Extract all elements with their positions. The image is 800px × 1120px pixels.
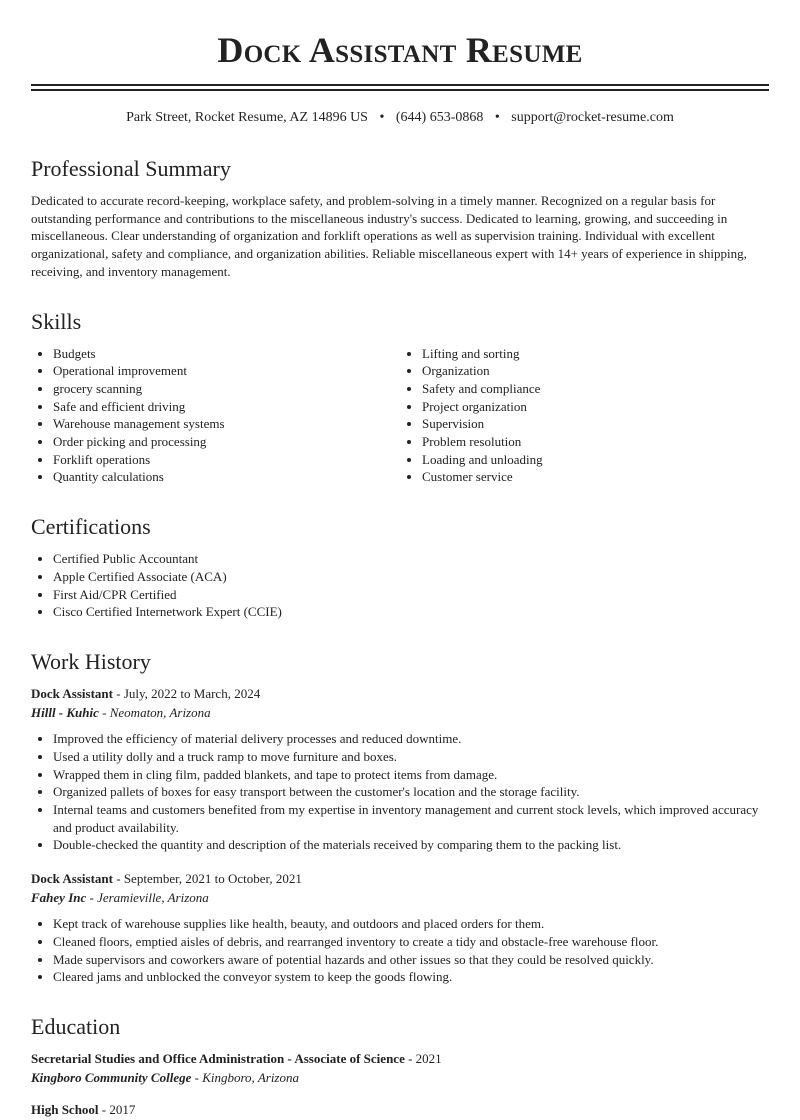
education-entry: [31, 1050, 769, 1087]
job-company: Hilll - Kuhic: [31, 704, 99, 720]
certifications-section: [31, 514, 769, 621]
certification-item: • First Aid/CPR Certified: [53, 586, 769, 604]
job-bullet: • Wrapped them in cling film, padded blankets, and tape to protect items from damage.: [53, 766, 769, 784]
skill-item: • Loading and unloading: [422, 451, 769, 469]
job-header: [31, 870, 769, 889]
skill-item: • Forklift operations: [53, 451, 400, 469]
education-year: - 2021: [404, 1051, 442, 1067]
section-heading-summary: Professional Summary: [31, 156, 231, 181]
job-bullet: • Organized pallets of boxes for easy transport between the customer's location and the storage facility.: [53, 783, 769, 801]
certification-item: • Apple Certified Associate (ACA): [53, 568, 769, 586]
skill-item: • Project organization: [422, 398, 769, 416]
job-location: - Neomaton, Arizona: [98, 704, 211, 720]
job-bullet: • Kept track of warehouse supplies like health, beauty, and outdoors and placed orders for them.: [53, 915, 769, 933]
job-bullets: [31, 730, 769, 854]
certification-item: • Cisco Certified Internetwork Expert (CCIE): [53, 603, 769, 621]
job-company: Fahey Inc: [31, 889, 87, 905]
education-degree: High School: [31, 1102, 99, 1118]
job-bullet: • Made supervisors and coworkers aware of potential hazards and other issues so that they could be resolved quickly.: [53, 951, 769, 969]
skill-item: • Operational improvement: [53, 362, 400, 380]
title-divider-bottom: [31, 89, 769, 91]
skill-item: • grocery scanning: [53, 380, 400, 398]
section-heading-education: Education: [31, 1014, 121, 1040]
job-dates: - July, 2022 to March, 2024: [113, 685, 261, 701]
job-header: [31, 685, 769, 704]
job-bullets: [31, 915, 769, 986]
skill-item: • Problem resolution: [422, 433, 769, 451]
skills-section: [31, 309, 769, 487]
skill-item: • Safe and efficient driving: [53, 398, 400, 416]
education-location: - Kingboro, Arizona: [191, 1069, 299, 1085]
skill-item: • Supervision: [422, 415, 769, 433]
education-header: [31, 1101, 769, 1120]
job-title: Dock Assistant: [31, 871, 113, 887]
job-bullet: • Improved the efficiency of material delivery processes and reduced downtime.: [53, 730, 769, 748]
skill-item: • Budgets: [53, 345, 400, 363]
section-heading-work-history: Work History: [31, 648, 151, 674]
contact-email: support@rocket-resume.com: [511, 110, 674, 125]
education-section: [31, 1014, 769, 1120]
job-company-line: [31, 704, 769, 723]
education-school-line: [31, 1069, 769, 1088]
skill-item: • Safety and compliance: [422, 380, 769, 398]
job-entry: [31, 685, 769, 854]
skill-item: • Quantity calculations: [53, 468, 400, 486]
contact-separator: •: [494, 110, 500, 125]
job-bullet: • Used a utility dolly and a truck ramp to move furniture and boxes.: [53, 748, 769, 766]
contact-address: Park Street, Rocket Resume, AZ 14896 US: [126, 110, 368, 125]
skill-item: • Organization: [422, 362, 769, 380]
certification-item: • Certified Public Accountant: [53, 550, 769, 568]
resume-title: Dock Assistant Resume: [217, 30, 583, 70]
summary-text: Dedicated to accurate record-keeping, workplace safety, and problem-solving in a timely manner. Recognized on a regular basis for outstanding performance and contributions to the miscellaneous industry's success. Dedicated to learning, growing, and succeeding in miscellaneous. Clear understanding of organization and forklift operations as well as supervision training. Individual with excellent organizational, safety and compliance, and organization abilities. Reliable miscellaneous expert with 14+ years of experience in shipping, receiving, and inventory management.: [31, 193, 747, 279]
skill-item: • Lifting and sorting: [422, 345, 769, 363]
education-degree: Secretarial Studies and Office Administration - Associate of Science: [31, 1051, 405, 1067]
section-heading-certifications: Certifications: [31, 514, 151, 540]
education-year: - 2017: [98, 1102, 136, 1118]
job-dates: - September, 2021 to October, 2021: [113, 871, 302, 887]
job-location: - Jeramieville, Arizona: [86, 889, 209, 905]
job-bullet: • Cleaned floors, emptied aisles of debris, and rearranged inventory to create a tidy and obstacle-free warehouse floor.: [53, 933, 769, 951]
skills-columns: [31, 345, 769, 487]
skills-list-right: [400, 345, 769, 487]
job-entry: [31, 870, 769, 986]
contact-line: [31, 109, 769, 127]
work-history-section: [31, 649, 769, 986]
job-bullet: • Double-checked the quantity and description of the materials received by comparing them to the packing list.: [53, 836, 769, 854]
skills-list-left: [31, 345, 400, 487]
skill-item: • Warehouse management systems: [53, 415, 400, 433]
title-divider-top: [31, 84, 769, 86]
education-entry: [31, 1101, 769, 1120]
job-company-line: [31, 889, 769, 908]
skill-item: • Order picking and processing: [53, 433, 400, 451]
education-school: Kingboro Community College: [31, 1069, 192, 1085]
job-bullet: • Cleared jams and unblocked the conveyor system to keep the goods flowing.: [53, 968, 769, 986]
certifications-list: [31, 550, 769, 621]
summary-section: [31, 156, 769, 281]
section-heading-skills: Skills: [31, 308, 82, 334]
education-header: [31, 1050, 769, 1069]
job-bullet: • Internal teams and customers benefited from my expertise in inventory management and current stock levels, which improved accuracy and product availability.: [53, 801, 769, 836]
skill-item: • Customer service: [422, 468, 769, 486]
contact-separator: •: [379, 110, 385, 125]
job-title: Dock Assistant: [31, 685, 113, 701]
contact-phone: (644) 653-0868: [395, 110, 484, 125]
